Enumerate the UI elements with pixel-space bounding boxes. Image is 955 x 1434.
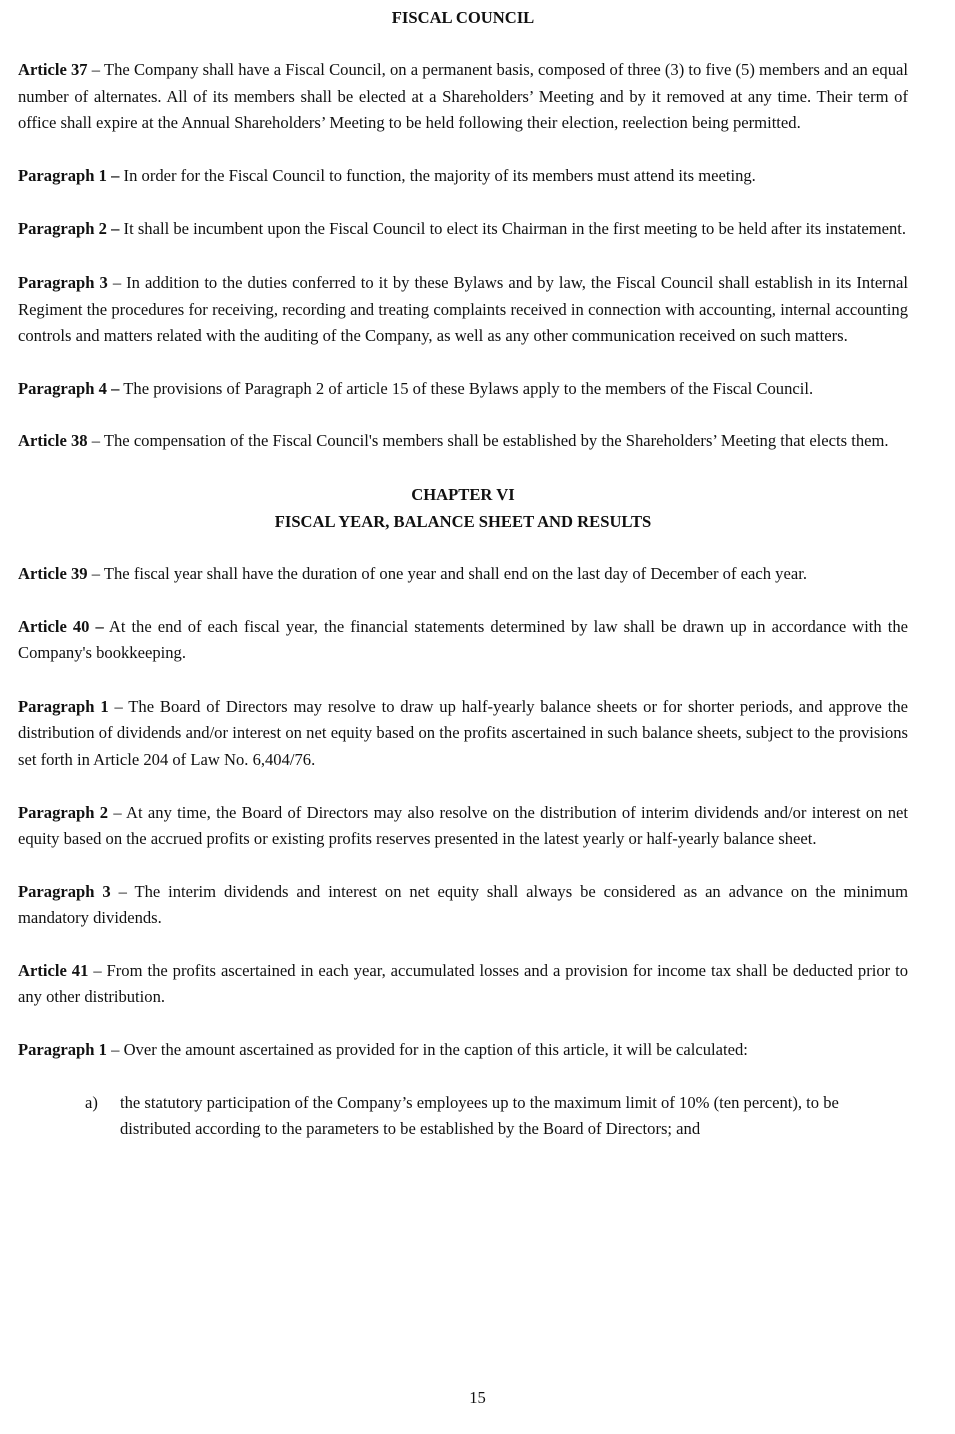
article-39 xyxy=(18,561,908,588)
block-label: Paragraph 1 xyxy=(18,696,109,716)
block-label: Article 41 xyxy=(18,960,89,980)
block-label: Paragraph 3 xyxy=(18,272,108,292)
list-item xyxy=(18,1090,908,1143)
block-label: Paragraph 1 – xyxy=(18,165,120,185)
block-label: Article 38 xyxy=(18,431,88,451)
list-item-text: the statutory participation of the Company’s employees up to the maximum limit of 10% (ten percent), to be distributed according to the parameters to be established by the Board of Directors; and xyxy=(120,1092,839,1139)
block-label: Article 40 – xyxy=(18,616,104,636)
block-text: – The fiscal year shall have the duration of one year and shall end on the last day of December of each year. xyxy=(87,563,807,583)
chapter-number: CHAPTER VI xyxy=(411,484,515,504)
article-38 xyxy=(18,428,908,455)
article-41-paragraph-1 xyxy=(18,1037,908,1064)
section-title: FISCAL COUNCIL xyxy=(391,8,535,27)
article-37-paragraph-4 xyxy=(18,376,908,403)
block-label: Paragraph 2 xyxy=(18,802,109,822)
block-label: Article 39 xyxy=(18,563,88,583)
article-40-paragraph-2 xyxy=(18,800,908,853)
block-text: – At any time, the Board of Directors may also resolve on the distribution of interim dividends and/or interest on net equity based on the accrued profits or existing profits reserves presented in the latest yearly or half-yearly balance sheet. xyxy=(18,802,908,849)
block-label: Paragraph 2 – xyxy=(18,219,120,239)
block-text: – The compensation of the Fiscal Council's members shall be established by the Shareholders’ Meeting that elects them. xyxy=(87,431,889,451)
block-text: – From the profits ascertained in each year, accumulated losses and a provision for income tax shall be deducted prior to any other distribution. xyxy=(18,960,908,1007)
block-text: – The Company shall have a Fiscal Council, on a permanent basis, composed of three (3) to five (5) members and an equal number of alternates. All of its members shall be elected at a Shareholders’ Meeting and by it removed at any time. Their term of office shall expire at the Annual Shareholders’ Meeting to be held following their election, reelection being permitted. xyxy=(18,60,908,133)
article-37-paragraph-1 xyxy=(18,163,908,190)
block-label: Article 37 xyxy=(18,60,88,79)
block-text: In order for the Fiscal Council to function, the majority of its members must attend its meeting. xyxy=(119,165,756,185)
block-text: The provisions of Paragraph 2 of article 15 of these Bylaws apply to the members of the Fiscal Council. xyxy=(119,378,814,398)
document-page xyxy=(18,0,908,1143)
article-40 xyxy=(18,614,908,667)
page-number: 15 xyxy=(469,1388,486,1407)
article-41 xyxy=(18,958,908,1011)
block-text: – The interim dividends and interest on net equity shall always be considered as an advance on the minimum mandatory dividends. xyxy=(18,881,909,928)
block-text: – Over the amount ascertained as provided for in the caption of this article, it will be calculated: xyxy=(106,1040,748,1060)
article-40-paragraph-1 xyxy=(18,694,908,774)
article-37-paragraph-3 xyxy=(18,270,908,350)
article-40-paragraph-3 xyxy=(18,879,908,932)
block-text: It shall be incumbent upon the Fiscal Council to elect its Chairman in the first meeting to be held after its instatement. xyxy=(119,219,907,239)
article-37 xyxy=(18,57,908,137)
article-37-paragraph-2 xyxy=(18,216,908,243)
list-marker: a) xyxy=(85,1092,98,1112)
block-text: – The Board of Directors may resolve to draw up half-yearly balance sheets or for shorter periods, and approve the distribution of dividends and/or interest on net equity based on the profits ascertained in such balance sheets, subject to the provisions set forth in Article 204 of Law No. 6,404/76. xyxy=(18,696,908,769)
block-text: At the end of each fiscal year, the financial statements determined by law shall be drawn up in accordance with the Company's bookkeeping. xyxy=(18,616,909,663)
block-label: Paragraph 1 xyxy=(18,1040,107,1060)
block-text: – In addition to the duties conferred to it by these Bylaws and by law, the Fiscal Council shall establish in its Internal Regiment the procedures for receiving, recording and treating complaints received in connection with accounting, internal accounting controls and matters related with the auditing of the Company, as well as any other communication received on such matters. xyxy=(18,272,908,346)
block-label: Paragraph 3 xyxy=(18,881,111,901)
block-label: Paragraph 4 – xyxy=(18,378,120,398)
chapter-title: FISCAL YEAR, BALANCE SHEET AND RESULTS xyxy=(274,511,652,531)
